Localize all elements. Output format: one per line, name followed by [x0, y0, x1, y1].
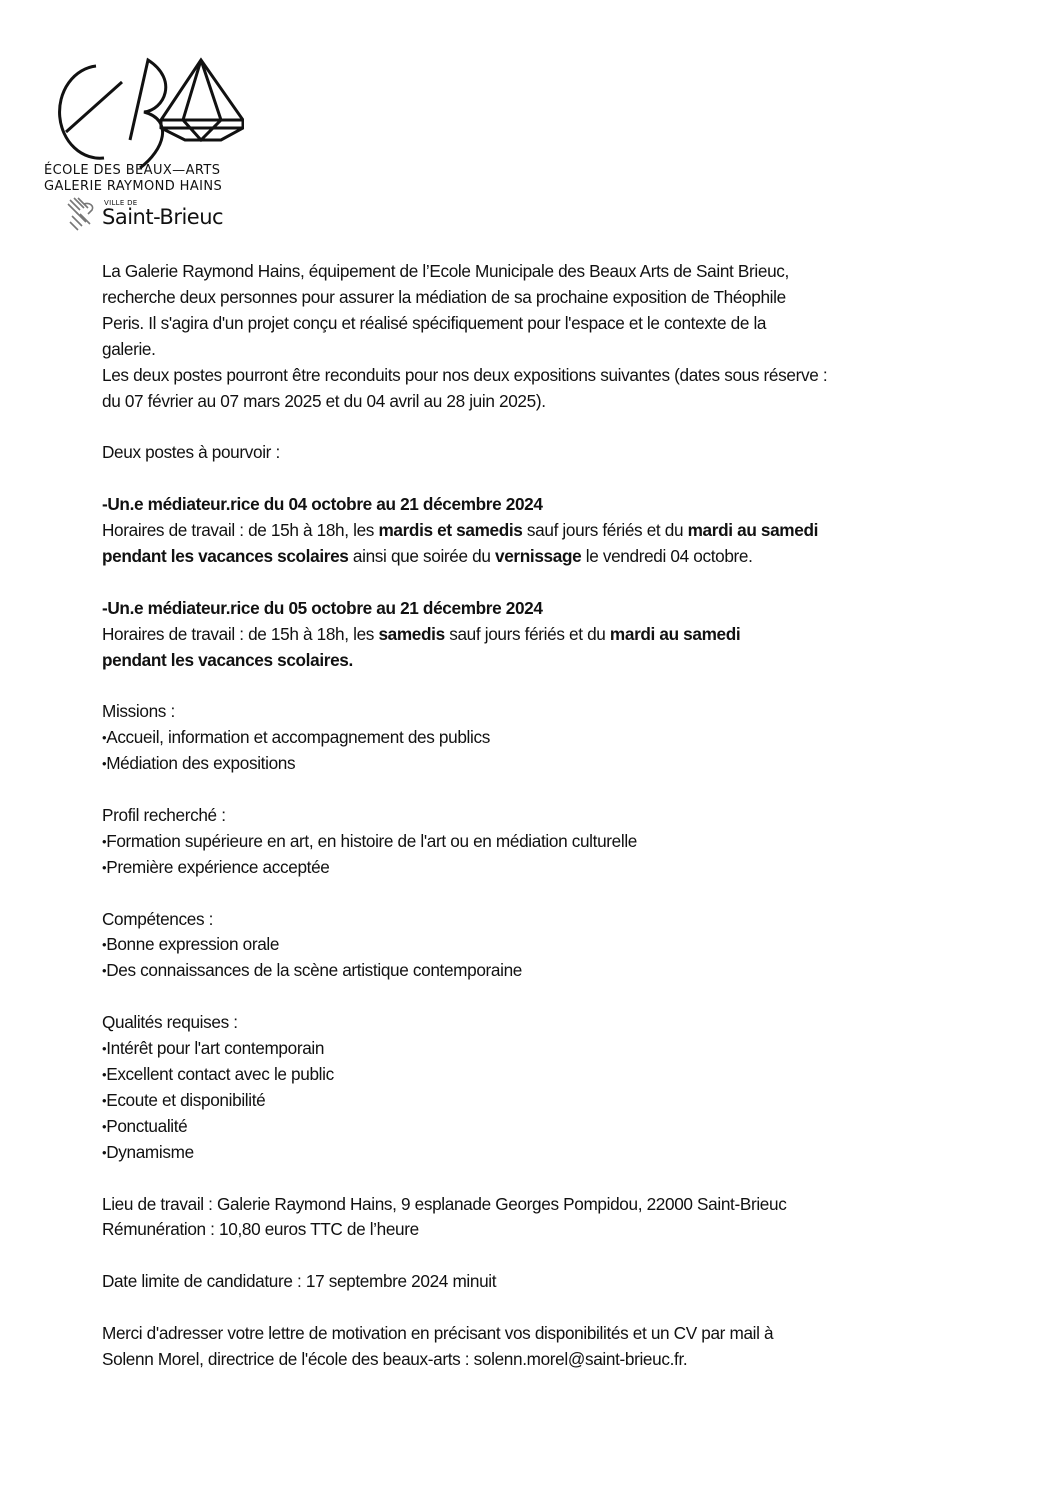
- logo-letter-b: [130, 60, 166, 168]
- poste1-schedule-cont: pendant les vacances scolaires ainsi que soirée du vernissage le vendredi 04 octobre.: [102, 545, 753, 566]
- poste2-schedule-cont: pendant les vacances scolaires.: [102, 649, 353, 670]
- list-item: • Ponctualité: [102, 1114, 962, 1140]
- job-posting: [102, 259, 962, 1373]
- intro-line: du 07 février au 07 mars 2025 et du 04 avril au 28 juin 2025).: [102, 390, 546, 411]
- remuneration: Rémunération : 10,80 euros TTC de l’heure: [102, 1219, 419, 1240]
- poste1-schedule: Horaires de travail : de 15h à 18h, les mardis et samedis sauf jours fériés et du mardi au samedi: [102, 520, 819, 541]
- diamond-icon: [161, 60, 243, 140]
- poste2-schedule: Horaires de travail : de 15h à 18h, les samedis sauf jours fériés et du mardi au samedi: [102, 623, 741, 644]
- competences-heading: Compétences :: [102, 908, 214, 929]
- work-location: Lieu de travail : Galerie Raymond Hains, 9 esplanade Georges Pompidou, 22000 Saint-Brieuc: [102, 1193, 787, 1214]
- list-item: • Bonne expression orale: [102, 932, 962, 958]
- list-item: • Accueil, information et accompagnement des publics: [102, 725, 962, 751]
- contact-line: Merci d'adresser votre lettre de motivation en précisant vos disponibilités et un CV par mail à: [102, 1323, 774, 1343]
- list-item: • Première expérience acceptée: [102, 855, 962, 881]
- list-item: • Ecoute et disponibilité: [102, 1088, 962, 1114]
- list-item: • Excellent contact avec le public: [102, 1062, 962, 1088]
- application-deadline: Date limite de candidature : 17 septembre 2024 minuit: [102, 1271, 497, 1292]
- contact-email-link[interactable]: solenn.morel@saint-brieuc.fr: [473, 1348, 683, 1369]
- list-item: • Intérêt pour l'art contemporain: [102, 1036, 962, 1062]
- city-name: Saint-Brieuc: [102, 205, 224, 229]
- logo-school-name: ÉCOLE DES BEAUX—ARTS: [44, 163, 221, 178]
- intro-line: La Galerie Raymond Hains, équipement de l’Ecole Municipale des Beaux Arts de Saint Brieuc,: [102, 261, 789, 281]
- postes-heading: Deux postes à pourvoir :: [102, 442, 280, 463]
- intro-line: Les deux postes pourront être reconduits pour nos deux expositions suivantes (dates sous réserve :: [102, 364, 828, 385]
- poste2-title: -Un.e médiateur.rice du 05 octobre au 21 décembre 2024: [102, 597, 543, 618]
- profil-heading: Profil recherché :: [102, 804, 226, 825]
- list-item: • Des connaissances de la scène artistique contemporaine: [102, 958, 962, 984]
- qualites-heading: Qualités requises :: [102, 1012, 238, 1033]
- list-item: • Formation supérieure en art, en histoire de l'art ou en médiation culturelle: [102, 829, 962, 855]
- logo-gallery-name: GALERIE RAYMOND HAINS: [44, 179, 223, 194]
- list-item: • Dynamisme: [102, 1140, 962, 1166]
- intro-line: recherche deux personnes pour assurer la médiation de sa prochaine exposition de Théophile: [102, 286, 786, 307]
- intro-line: galerie.: [102, 338, 156, 359]
- poste1-title: -Un.e médiateur.rice du 04 octobre au 21 décembre 2024: [102, 494, 543, 515]
- contact-line: Solenn Morel, directrice de l'école des beaux-arts : solenn.morel@saint-brieuc.fr.: [102, 1348, 688, 1369]
- missions-heading: Missions :: [102, 701, 175, 722]
- intro-line: Peris. Il s'agira d'un projet conçu et réalisé spécifiquement pour l'espace et le contexte de la: [102, 312, 767, 333]
- logo-letter-e: [60, 66, 104, 158]
- saint-brieuc-crest-icon: [66, 196, 100, 232]
- ville-de-label: VILLE DE: [104, 199, 138, 207]
- list-item: • Médiation des expositions: [102, 751, 962, 777]
